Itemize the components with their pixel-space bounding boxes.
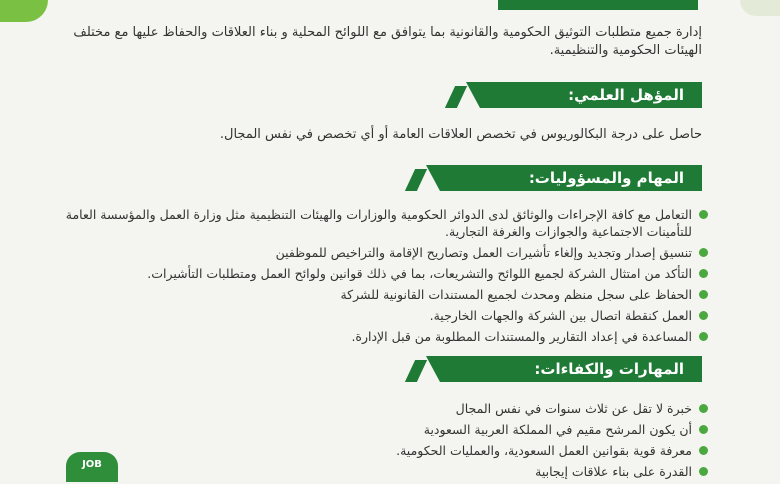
list-item [30, 442, 710, 459]
list-item [30, 286, 710, 303]
list-item-text: العمل كنقطة اتصال بين الشركة والجهات الخارجية. [429, 308, 692, 323]
decorative-leaf-top-left [0, 0, 48, 22]
bullet-icon [699, 404, 708, 413]
previous-heading-edge [498, 0, 698, 10]
bullet-icon [699, 248, 708, 257]
qualification-heading-label: المؤهل العلمي: [568, 86, 684, 104]
job-badge: JOB [66, 452, 118, 482]
heading-accent [405, 360, 427, 382]
heading-accent [405, 169, 427, 191]
bullet-icon [699, 210, 708, 219]
list-item [30, 265, 710, 282]
bullet-icon [699, 446, 708, 455]
tasks-list [30, 206, 710, 349]
list-item [30, 244, 710, 261]
list-item [30, 421, 710, 438]
list-item-text: تنسيق إصدار وتجديد وإلغاء تأشيرات العمل وتصاريح الإقامة والتراخيص للموظفين [275, 245, 692, 260]
skills-list [30, 400, 710, 484]
qualification-paragraph: حاصل على درجة البكالوريوس في تخصص العلاقات العامة أو أي تخصص في نفس المجال. [219, 127, 702, 142]
list-item-text: التأكد من امتثال الشركة لجميع اللوائح والتشريعات، بما في ذلك قوانين ولوائح العمل ومتطلبات التأشيرات. [147, 266, 692, 281]
list-item-text: المساعدة في إعداد التقارير والمستندات المطلوبة من قبل الإدارة. [351, 329, 692, 344]
tasks-heading-label: المهام والمسؤوليات: [528, 169, 684, 187]
bullet-icon [699, 311, 708, 320]
list-item-text: معرفة قوية بقوانين العمل السعودية، والعمليات الحكومية. [396, 443, 692, 458]
tasks-heading [440, 165, 702, 191]
bullet-icon [699, 269, 708, 278]
skills-heading [440, 356, 702, 382]
list-item-text: الحفاظ على سجل منظم ومحدث لجميع المستندات القانونية للشركة [340, 287, 692, 302]
heading-accent [445, 86, 467, 108]
skills-heading-label: المهارات والكفاءات: [534, 360, 684, 378]
list-item [30, 206, 710, 240]
decorative-leaf-top-right [740, 0, 780, 16]
list-item-text: أن يكون المرشح مقيم في المملكة العربية السعودية [423, 422, 692, 437]
intro-paragraph: إدارة جميع متطلبات التوثيق الحكومية والقانونية بما يتوافق مع اللوائح المحلية و بناء العلاقات والحفاظ عليها مع مختلف الهيئات الحكومية والتنظيمية. [73, 25, 702, 58]
list-item [30, 307, 710, 324]
list-item [30, 463, 710, 480]
bullet-icon [699, 467, 708, 476]
list-item [30, 328, 710, 345]
bullet-icon [699, 290, 708, 299]
list-item-text: خبرة لا تقل عن ثلاث سنوات في نفس المجال [455, 401, 692, 416]
bullet-icon [699, 425, 708, 434]
list-item-text: التعامل مع كافة الإجراءات والوثائق لدى الدوائر الحكومية والوزارات والهيئات التنظيمية مثل وزارة العمل والمؤسسة العامة للتأمينات الاجتماعية والجوازات والغرفة التجارية. [65, 207, 692, 239]
list-item [30, 400, 710, 417]
bullet-icon [699, 332, 708, 341]
list-item-text: القدرة على بناء علاقات إيجابية [535, 464, 692, 479]
qualification-heading [480, 82, 702, 108]
